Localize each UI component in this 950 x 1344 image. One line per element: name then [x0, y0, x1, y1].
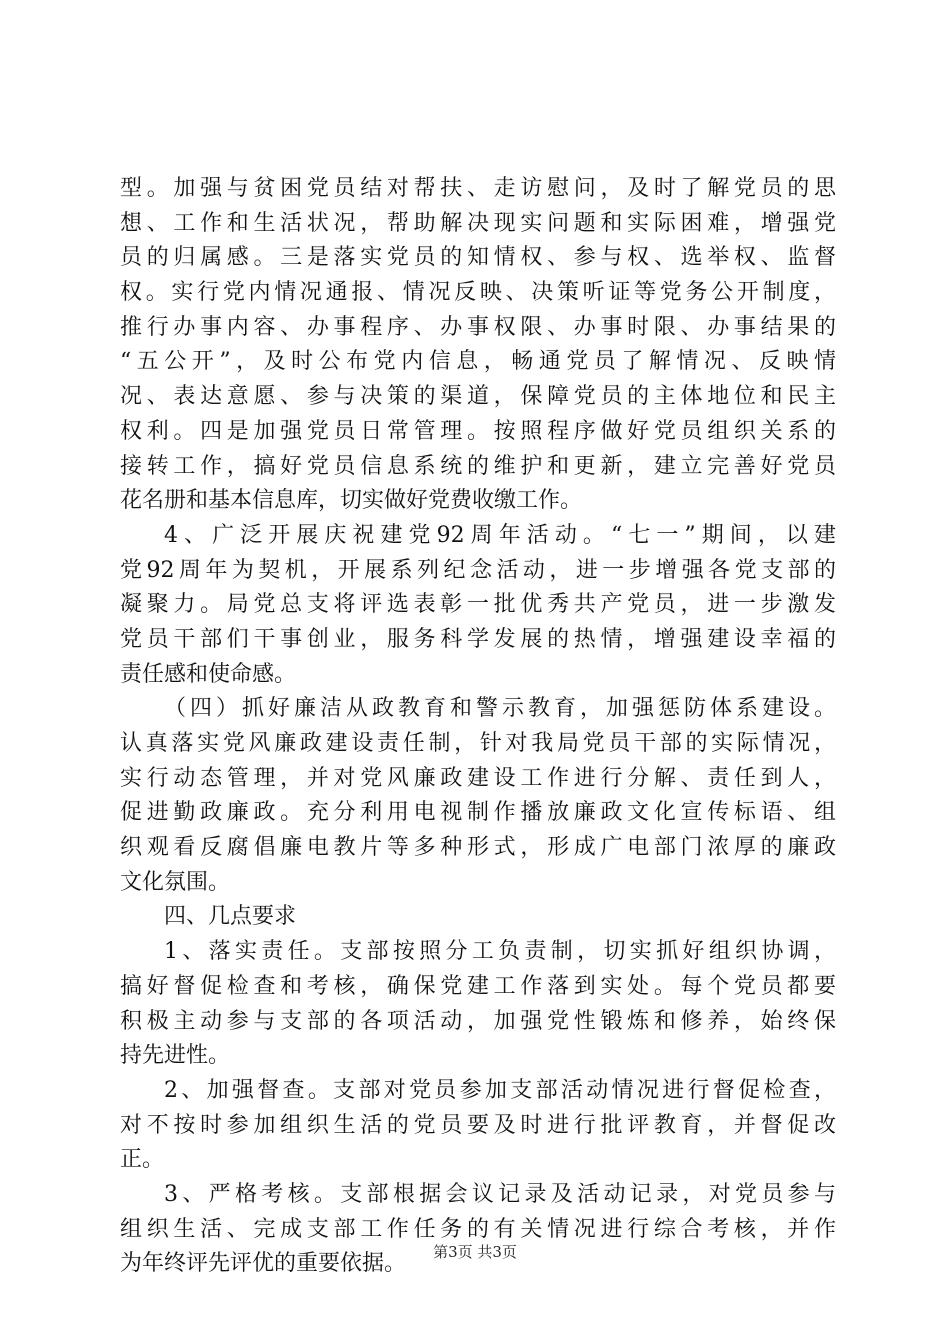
text-line: 凝聚力。局党总支将评选表彰一批优秀共产党员，进一步激发 [120, 592, 836, 618]
text-line: 权。实行党内情况通报、情况反映、决策听证等党务公开制度， [120, 280, 836, 306]
text-line: 1、落实责任。支部按照分工负责制，切实抓好组织协调， [164, 939, 836, 965]
text-line: 型。加强与贫困党员结对帮扶、走访慰问，及时了解党员的思 [120, 176, 836, 201]
text-line: 想、工作和生活状况，帮助解决现实问题和实际困难，增强党 [120, 210, 836, 236]
text-line: 花名册和基本信息库，切实做好党费收缴工作。 [120, 488, 583, 514]
text-line: 党员干部们干事创业，服务科学发展的热情，增强建设幸福的 [120, 626, 836, 652]
text-line: 积极主动参与支部的各项活动，加强党性锻炼和修养，始终保 [120, 1008, 836, 1034]
text-line: 况、表达意愿、参与决策的渠道，保障党员的主体地位和民主 [120, 384, 836, 410]
text-line: 认真落实党风廉政建设责任制，针对我局党员干部的实际情况， [120, 731, 836, 756]
document-body [120, 172, 836, 1282]
text-line: 对不按时参加组织生活的党员要及时进行批评教育，并督促改 [120, 1112, 836, 1138]
text-line: 文化氛围。 [120, 869, 231, 895]
text-line: 4、广泛开展庆祝建党92周年活动。“七一”期间，以建 [164, 522, 836, 548]
text-line: 实行动态管理，并对党风廉政建设工作进行分解、责任到人， [120, 765, 836, 791]
text-line: 组织生活、完成支部工作任务的有关情况进行综合考核，并作 [120, 1216, 836, 1242]
text-line: 为年终评先评优的重要依据。 [120, 1251, 407, 1277]
text-line: 持先进性。 [120, 1043, 231, 1069]
text-line: 权利。四是加强党员日常管理。按照程序做好党员组织关系的 [120, 418, 836, 444]
text-line: 促进勤政廉政。充分利用电视制作播放廉政文化宣传标语、组 [120, 800, 836, 826]
section-heading: （四）抓好廉洁从政教育和警示教育，加强惩防体系建设。 [164, 696, 836, 722]
text-line: 3、严格考核。支部根据会议记录及活动记录，对党员参与 [164, 1181, 836, 1207]
text-line: 正。 [120, 1147, 165, 1173]
text-line: 党92周年为契机，开展系列纪念活动，进一步增强各党支部的 [120, 557, 836, 583]
text-line: “五公开”，及时公布党内信息，畅通党员了解情况、反映情 [120, 349, 836, 375]
text-line: 织观看反腐倡廉电教片等多种形式，形成广电部门浓厚的廉政 [120, 835, 836, 861]
text-line: 2、加强督查。支部对党员参加支部活动情况进行督促检查， [164, 1077, 836, 1103]
text-line: 责任感和使命感。 [120, 661, 297, 687]
text-line: 接转工作，搞好党员信息系统的维护和更新，建立完善好党员 [120, 453, 836, 479]
text-line: 推行办事内容、办事程序、办事权限、办事时限、办事结果的 [120, 314, 836, 340]
section-heading: 四、几点要求 [164, 904, 297, 930]
text-line: 搞好督促检查和考核，确保党建工作落到实处。每个党员都要 [120, 973, 836, 999]
text-line: 员的归属感。三是落实党员的知情权、参与权、选举权、监督 [120, 245, 836, 271]
page-number-footer: 第3页 共3页 [433, 1243, 517, 1261]
